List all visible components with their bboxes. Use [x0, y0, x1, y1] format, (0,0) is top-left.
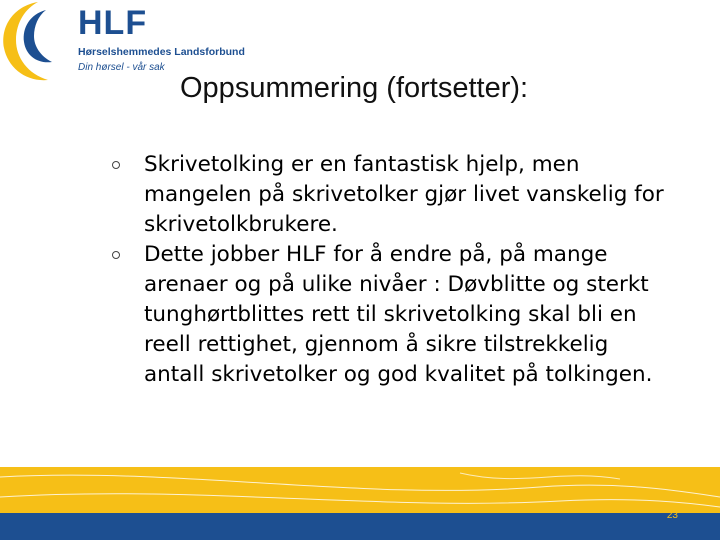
logo-tagline: Din hørsel - vår sak [78, 62, 165, 73]
bullet-text: Skrivetolking er en fantastisk hjelp, men mangelen på skrivetolker gjør livet vanskelig for skrivetolkbrukere. [144, 152, 664, 237]
bullet-list [112, 150, 672, 390]
page-number: 23 [666, 510, 678, 521]
slide-title: Oppsummering (fortsetter): [180, 72, 529, 104]
bullet-item [112, 150, 672, 240]
hollow-circle-bullet-icon [112, 161, 120, 169]
bullet-text: Dette jobber HLF for å endre på, på mange arenaer og på ulike nivåer : Døvblitte og sterkt tunghørtblittes rett til skrivetolking skal bli en reell rettighet, gjennom å sikre tilstrekkelig antall skrivetolker og god kvalitet på tolkingen. [144, 242, 653, 387]
footer-yellow-band [0, 467, 720, 513]
logo-full-name: Hørselshemmedes Landsforbund [78, 46, 245, 58]
hollow-circle-bullet-icon [112, 251, 120, 259]
bullet-item [112, 240, 672, 390]
logo-brand: HLF [78, 4, 148, 42]
hlf-crescent-icon [0, 0, 80, 84]
footer-swoosh-decoration [0, 467, 720, 513]
footer-blue-band [0, 513, 720, 540]
